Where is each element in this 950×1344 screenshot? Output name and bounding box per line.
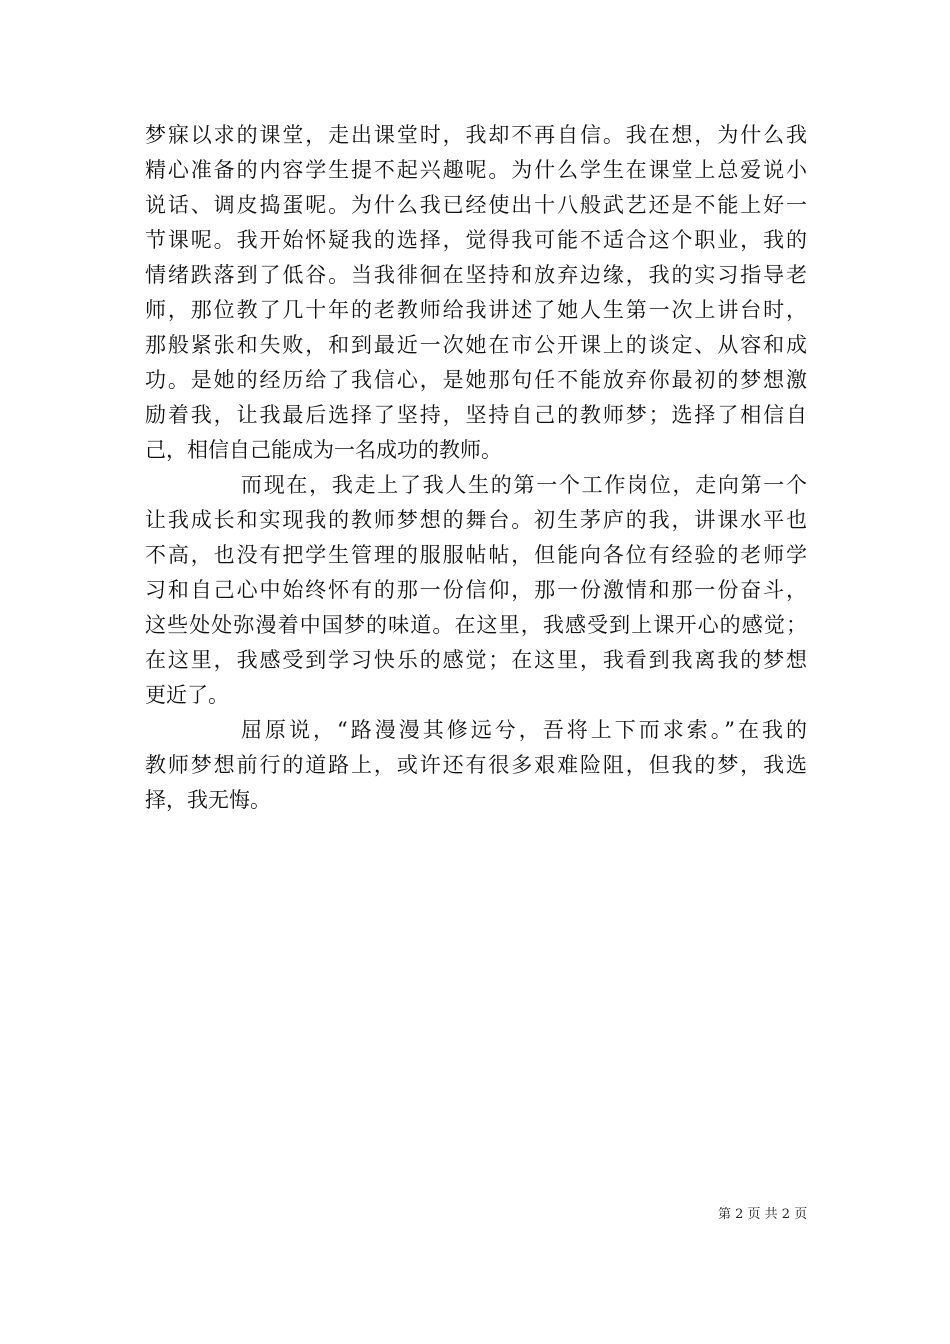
text-line: 己，相信自己能成为一名成功的教师。: [145, 438, 502, 462]
text-line: 不高，也没有把学生管理的服服帖帖，但能向各位有经验的老师学: [145, 543, 807, 567]
text-line: 说话、调皮捣蛋呢。为什么我已经使出十八般武艺还是不能上好一: [145, 193, 807, 217]
text-line: 习和自己心中始终怀有的那一份信仰，那一份激情和那一份奋斗，: [145, 578, 807, 602]
text-line: 那般紧张和失败，和到最近一次她在市公开课上的谈定、从容和成: [145, 333, 807, 357]
document-body: [145, 118, 807, 818]
paragraph-1: [145, 118, 807, 468]
text-line: 梦寐以求的课堂，走出课堂时，我却不再自信。我在想，为什么我: [145, 123, 807, 147]
text-line: 择，我无悔。: [145, 788, 271, 812]
text-line: 屈原说，“路漫漫其修远兮，吾将上下而求索。”在我的: [241, 718, 807, 742]
text-line: 师，那位教了几十年的老教师给我讲述了她人生第一次上讲台时，: [145, 298, 807, 322]
text-line: 这些处处弥漫着中国梦的味道。在这里，我感受到上课开心的感觉；: [145, 613, 807, 637]
text-line: 在这里，我感受到学习快乐的感觉；在这里，我看到我离我的梦想: [145, 648, 807, 672]
text-line: 而现在，我走上了我人生的第一个工作岗位，走向第一个: [241, 473, 807, 497]
text-line: 让我成长和实现我的教师梦想的舞台。初生茅庐的我，讲课水平也: [145, 508, 807, 532]
page-number: 第 2 页 共 2 页: [718, 1207, 808, 1222]
text-line: 情绪跌落到了低谷。当我徘徊在坚持和放弃边缘，我的实习指导老: [145, 263, 807, 287]
text-line: 精心准备的内容学生提不起兴趣呢。为什么学生在课堂上总爱说小: [145, 158, 807, 182]
paragraph-2: [145, 468, 807, 713]
paragraph-3: [145, 713, 807, 818]
text-line: 教师梦想前行的道路上，或许还有很多艰难险阻，但我的梦，我选: [145, 753, 807, 777]
text-line: 功。是她的经历给了我信心，是她那句任不能放弃你最初的梦想激: [145, 368, 807, 392]
text-line: 励着我，让我最后选择了坚持，坚持自己的教师梦；选择了相信自: [145, 403, 807, 427]
text-line: 节课呢。我开始怀疑我的选择，觉得我可能不适合这个职业，我的: [145, 228, 807, 252]
text-line: 更近了。: [145, 683, 229, 707]
